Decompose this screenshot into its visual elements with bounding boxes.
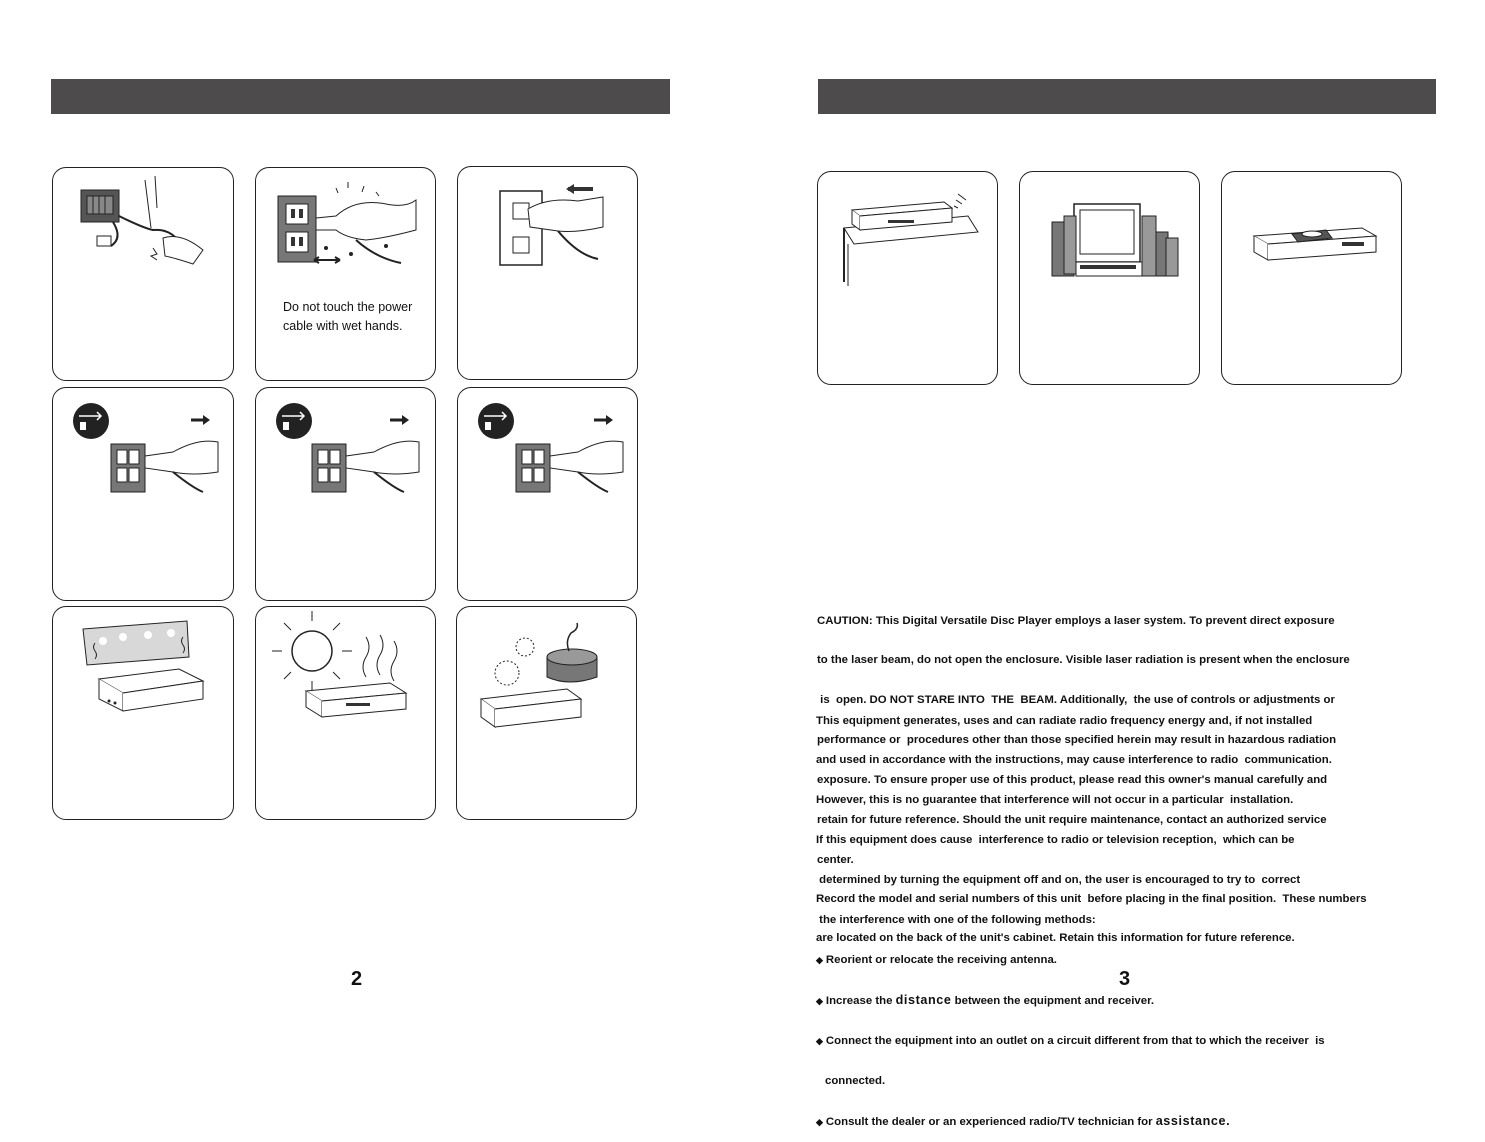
wet-hands-caption-line1: Do not touch the power: [283, 300, 413, 314]
page-number-right: 3: [1119, 968, 1131, 990]
disc-tray-illustration: [1222, 172, 1403, 386]
panel-unplug-2: [255, 387, 436, 601]
right-header-bar: [818, 79, 1436, 114]
caution-line: center.: [817, 853, 854, 866]
left-header-bar: [51, 79, 670, 114]
diamond-bullet-icon: ◆: [816, 995, 823, 1006]
caution-line: performance or procedures other than those specified herein may result in hazardous radiation: [817, 734, 1337, 747]
panel-unplug-by-plug: [457, 166, 638, 380]
record-line: Record the model and serial numbers of this unit before placing in the final position. These numbers: [816, 892, 1367, 905]
fcc-line: This equipment generates, uses and can radiate radio frequency energy and, if not installed: [816, 714, 1313, 727]
bullet-item: ◆ Reorient or relocate the receiving antenna.: [816, 953, 1057, 966]
speakers-tv-illustration: [1020, 172, 1201, 386]
unplug-illustration-1: [53, 388, 235, 602]
panel-speakers-tv: [1019, 171, 1200, 385]
caution-line: exposure. To ensure proper use of this product, please read this owner's manual carefully and: [817, 774, 1328, 787]
unplug-illustration-3: [458, 388, 639, 602]
caution-line: is open. DO NOT STARE INTO THE BEAM. Additionally, the use of controls or adjustments or: [817, 694, 1335, 707]
fcc-line: determined by turning the equipment off and on, the user is encouraged to try to correct: [816, 874, 1301, 887]
panel-heat-source: [52, 606, 234, 820]
bullet-item: ◆ Consult the dealer or an experienced radio/TV technician for assistance.: [816, 1113, 1231, 1128]
unplug-illustration-2: [256, 388, 437, 602]
stable-surface-illustration: [818, 172, 999, 386]
panel-wet-hands: [255, 167, 436, 381]
fcc-line: the interference with one of the following methods:: [816, 914, 1096, 927]
page-number-left: 2: [351, 968, 363, 990]
fcc-line: However, this is no guarantee that interference will not occur in a particular installation.: [816, 794, 1294, 807]
panel-stable-surface: [817, 171, 998, 385]
caution-line: to the laser beam, do not open the enclosure. Visible laser radiation is present when the enclosure: [817, 654, 1350, 667]
heat-source-illustration: [53, 607, 235, 821]
power-cord-damage-illustration: [53, 168, 235, 382]
caution-line: CAUTION: This Digital Versatile Disc Player employs a laser system. To prevent direct exposure: [817, 614, 1335, 627]
record-paragraph: [816, 866, 1367, 959]
panel-unplug-3: [457, 387, 638, 601]
diamond-bullet-icon: ◆: [816, 1035, 823, 1046]
bullet-item: ◆ Connect the equipment into an outlet on a circuit different from that to which the receiver is: [816, 1034, 1325, 1047]
diamond-bullet-icon: ◆: [816, 1116, 823, 1127]
panel-humidity-dust: [456, 606, 637, 820]
humidity-dust-illustration: [457, 607, 638, 821]
wet-hands-caption-line2: cable with wet hands.: [283, 319, 403, 333]
panel-disc-tray: [1221, 171, 1402, 385]
fcc-line: If this equipment does cause interference to radio or television reception, which can be: [816, 834, 1295, 847]
wet-hands-illustration: [256, 168, 437, 382]
bullet-item-continued: connected.: [825, 1074, 886, 1087]
diamond-bullet-icon: ◆: [816, 954, 823, 965]
caution-line: retain for future reference. Should the unit require maintenance, contact an authorized service: [817, 814, 1327, 827]
panel-unplug-1: [52, 387, 234, 601]
panel-direct-sunlight: [255, 606, 436, 820]
bullet-item: ◆ Increase the distance between the equipment and receiver.: [816, 992, 1155, 1007]
fcc-line: and used in accordance with the instructions, may cause interference to radio communication.: [816, 754, 1332, 767]
record-line: are located on the back of the unit's cabinet. Retain this information for future reference.: [816, 932, 1295, 945]
direct-sunlight-illustration: [256, 607, 437, 821]
panel-power-cord-damage: [52, 167, 234, 381]
unplug-by-plug-illustration: [458, 167, 639, 381]
